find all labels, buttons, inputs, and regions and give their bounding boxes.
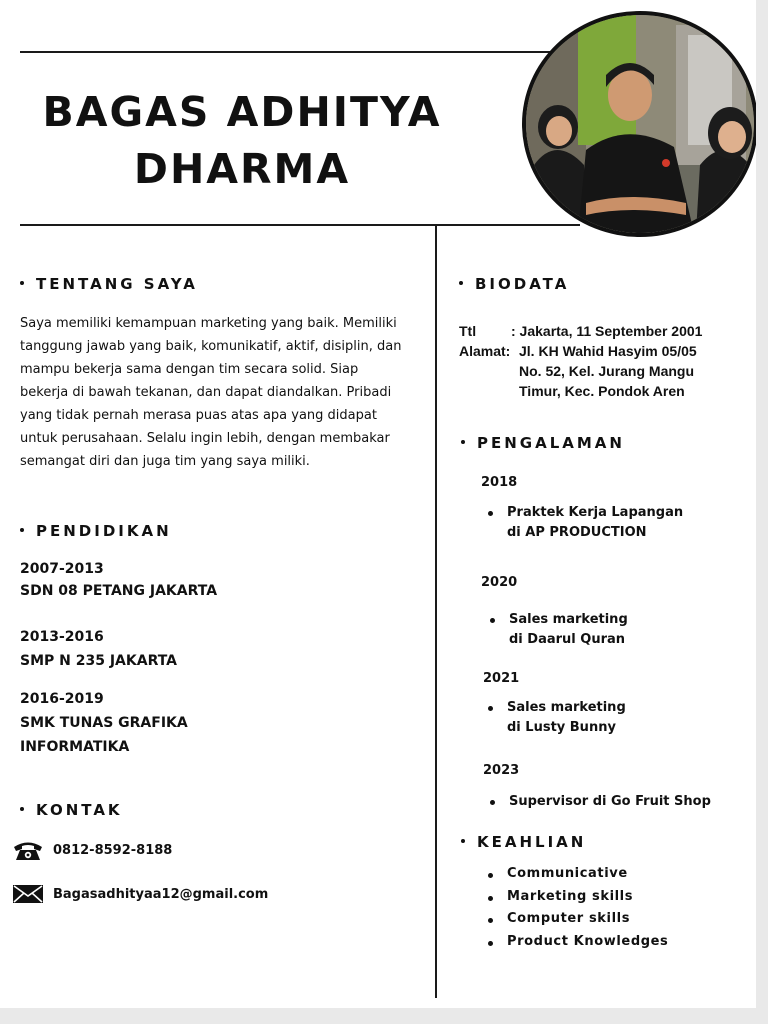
contact-email-row	[12, 882, 268, 906]
biodata-value-line: : Jakarta, 11 September 2001	[511, 323, 703, 339]
biodata-value	[519, 341, 726, 401]
contact-section-title	[20, 801, 123, 819]
skill-item: Communicative	[487, 866, 628, 881]
envelope-icon	[12, 882, 44, 906]
biodata-title-text: BIODATA	[475, 275, 570, 293]
bullet-icon	[461, 839, 465, 843]
education-years: 2016-2019	[20, 691, 104, 707]
experience-line: Supervisor di Go Fruit Shop	[509, 794, 711, 809]
about-text: Saya memiliki kemampuan marketing yang baik. Memiliki tanggung jawab yang baik, komunikatif, aktif, disiplin, dan mampu bekerja sama dengan tim secara solid. Siap bekerja di bawah tekanan, dan dapat diandalkan. Pribadi yang tidak pernah merasa puas atas apa yang didapat untuk perusahaan. Selalu ingin lebih, dengan membakar semangat diri dan juga tim yang saya miliki.	[20, 316, 402, 469]
header-top-rule	[20, 51, 580, 53]
biodata-value-line: No. 52, Kel. Jurang Mangu	[519, 363, 695, 379]
skills-section-title	[461, 833, 586, 851]
about-section-title	[20, 275, 198, 293]
experience-line: Praktek Kerja Lapangan	[507, 505, 684, 520]
column-divider	[435, 226, 437, 998]
school-line: SDN 08 PETANG JAKARTA	[20, 583, 218, 599]
education-years: 2013-2016	[20, 629, 104, 645]
biodata-row	[459, 321, 726, 341]
phone-number[interactable]: 0812-8592-8188	[53, 842, 173, 858]
phone-icon	[12, 838, 44, 862]
header-bottom-rule	[20, 224, 580, 226]
bullet-icon	[20, 281, 24, 285]
bullet-icon	[20, 528, 24, 532]
experience-section-title	[461, 434, 625, 452]
biodata-table	[459, 321, 726, 401]
education-school	[20, 579, 217, 603]
name-line-1: BAGAS ADHITYA	[42, 88, 442, 136]
biodata-value-line: Jl. KH Wahid Hasyim 05/05	[519, 343, 697, 359]
experience-title-text: PENGALAMAN	[477, 434, 625, 452]
education-school	[20, 711, 188, 759]
education-years: 2007-2013	[20, 561, 104, 577]
experience-line: di Lusty Bunny	[507, 720, 616, 735]
email-address[interactable]: Bagasadhityaa12@gmail.com	[53, 886, 269, 902]
biodata-value	[511, 321, 726, 341]
school-line: SMK TUNAS GRAFIKA	[20, 715, 188, 731]
profile-photo	[522, 11, 756, 237]
candidate-name	[22, 84, 462, 198]
education-section-title	[20, 522, 172, 540]
skills-title-text: KEAHLIAN	[477, 833, 587, 851]
experience-year: 2021	[483, 671, 520, 686]
skill-item: Computer skills	[487, 911, 630, 926]
education-school	[20, 649, 177, 673]
contact-title-text: KONTAK	[36, 801, 123, 819]
bullet-icon	[461, 440, 465, 444]
experience-line: Sales marketing	[509, 612, 628, 627]
experience-item	[489, 792, 711, 812]
biodata-section-title	[459, 275, 569, 293]
name-line-2: DHARMA	[133, 145, 351, 193]
skill-item: Product Knowledges	[487, 934, 668, 949]
bullet-icon	[20, 807, 24, 811]
experience-line: di AP PRODUCTION	[507, 525, 647, 540]
biodata-key: Alamat:	[459, 343, 511, 359]
contact-phone-row	[12, 838, 172, 862]
biodata-row	[459, 341, 726, 401]
experience-line: Sales marketing	[507, 700, 626, 715]
about-title-text: TENTANG SAYA	[36, 275, 198, 293]
experience-item	[487, 698, 626, 738]
profile-photo-image	[526, 15, 754, 233]
biodata-key: Ttl	[459, 323, 477, 339]
experience-item	[487, 503, 683, 543]
education-title-text: PENDIDIKAN	[36, 522, 172, 540]
skill-item: Marketing skills	[487, 889, 633, 904]
experience-line: di Daarul Quran	[509, 632, 626, 647]
school-line: SMP N 235 JAKARTA	[20, 653, 178, 669]
school-line: INFORMATIKA	[20, 739, 130, 755]
experience-year: 2023	[483, 763, 520, 778]
experience-year: 2018	[481, 475, 518, 490]
bullet-icon	[459, 281, 463, 285]
experience-item	[489, 610, 628, 650]
biodata-value-line: Timur, Kec. Pondok Aren	[519, 383, 685, 399]
experience-year: 2020	[481, 575, 518, 590]
